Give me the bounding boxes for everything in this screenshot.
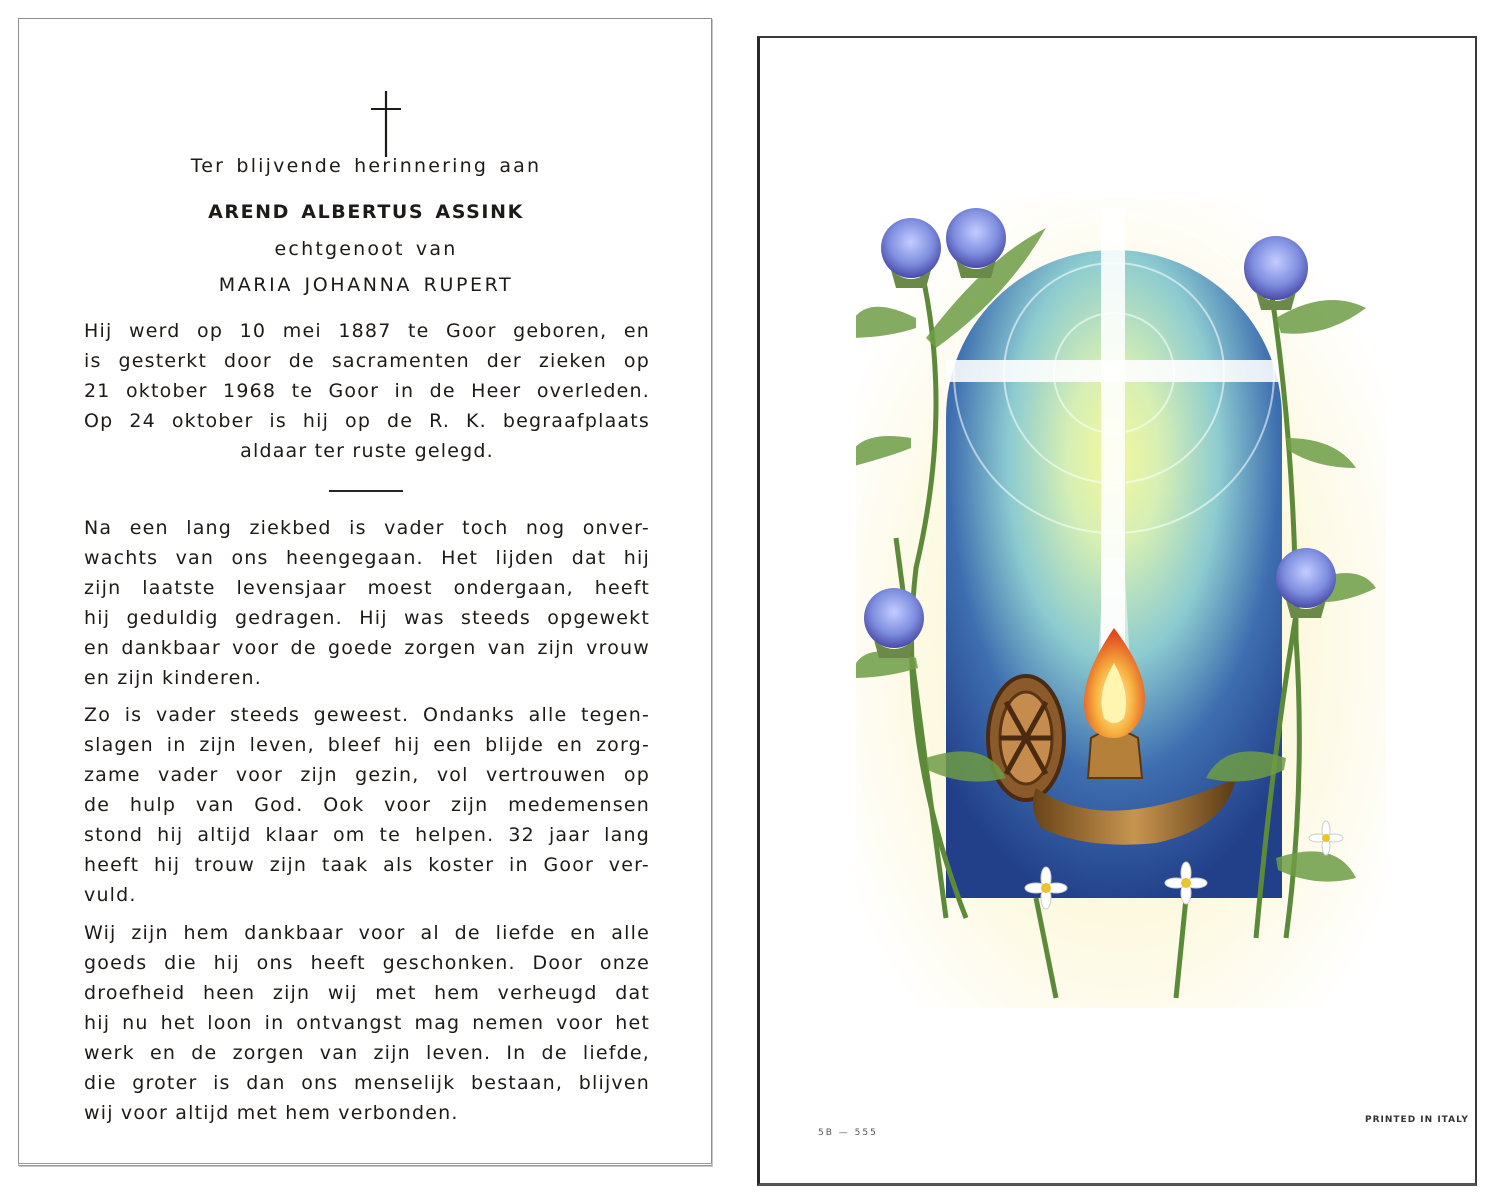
paragraph-character bbox=[84, 700, 650, 910]
cross-icon bbox=[366, 89, 406, 159]
text-line: goeds die hij ons heeft geschonken. Door onze bbox=[84, 952, 650, 974]
text-line: Zo is vader steeds geweest. Ondanks alle tegen- bbox=[84, 704, 650, 726]
bio-line: Op 24 oktober is hij op de R. K. begraafplaats bbox=[84, 410, 650, 432]
print-code: 5B — 555 bbox=[818, 1128, 878, 1138]
text-line: zame vader voor zijn gezin, vol vertrouwen op bbox=[84, 764, 650, 786]
paragraph-gratitude bbox=[84, 918, 650, 1128]
oil-lamp-window-illustration bbox=[856, 138, 1386, 1008]
text-line: en dankbaar voor de goede zorgen van zijn vrouw bbox=[84, 637, 650, 659]
bio-line: aldaar ter ruste gelegd. bbox=[240, 440, 494, 462]
bio-paragraph bbox=[84, 316, 650, 466]
text-line: werk en de zorgen van zijn leven. In de liefde, bbox=[84, 1042, 650, 1064]
text-line: slagen in zijn leven, bleef hij een blijde en zorg- bbox=[84, 734, 650, 756]
bio-line: 21 oktober 1968 te Goor in de Heer overleden. bbox=[84, 380, 650, 402]
text-line: de hulp van God. Ook voor zijn medemensen bbox=[84, 794, 650, 816]
text-line: wachts van ons heengegaan. Het lijden dat hij bbox=[84, 547, 650, 569]
text-line: zijn laatste levensjaar moest ondergaan, heeft bbox=[84, 577, 650, 599]
bio-line: is gesterkt door de sacramenten der zieken op bbox=[84, 350, 650, 372]
printed-in-italy-label: PRINTED IN ITALY bbox=[1365, 1115, 1469, 1125]
illustration-card bbox=[757, 36, 1477, 1186]
text-line: droefheid heen zijn wij met hem verheugd dat bbox=[84, 982, 650, 1004]
text-line: hij nu het loon in ontvangst mag nemen voor het bbox=[84, 1012, 650, 1034]
text-line: en zijn kinderen. bbox=[84, 667, 263, 689]
text-line: hij geduldig gedragen. Hij was steeds opgewekt bbox=[84, 607, 650, 629]
text-line: Wij zijn hem dankbaar voor al de liefde en alle bbox=[84, 922, 650, 944]
spouse-name: MARIA JOHANNA RUPERT bbox=[218, 274, 514, 296]
text-line: wij voor altijd met hem verbonden. bbox=[84, 1102, 459, 1124]
intro-text: Ter blijvende herinnering aan bbox=[190, 155, 542, 177]
bio-line: Hij werd op 10 mei 1887 te Goor geboren, en bbox=[84, 320, 650, 342]
text-line: vuld. bbox=[84, 884, 137, 906]
text-line: heeft hij trouw zijn taak als koster in Goor ver- bbox=[84, 854, 650, 876]
text-line: die groter is dan ons menselijk bestaan, blijven bbox=[84, 1072, 650, 1094]
memorial-text-card bbox=[18, 18, 712, 1166]
paragraph-illness bbox=[84, 513, 650, 693]
text-line: stond hij altijd klaar om te helpen. 32 jaar lang bbox=[84, 824, 650, 846]
relation-text: echtgenoot van bbox=[274, 238, 458, 260]
deceased-name: AREND ALBERTUS ASSINK bbox=[208, 201, 524, 223]
text-line: Na een lang ziekbed is vader toch nog onver- bbox=[84, 517, 650, 539]
section-divider bbox=[329, 490, 403, 492]
